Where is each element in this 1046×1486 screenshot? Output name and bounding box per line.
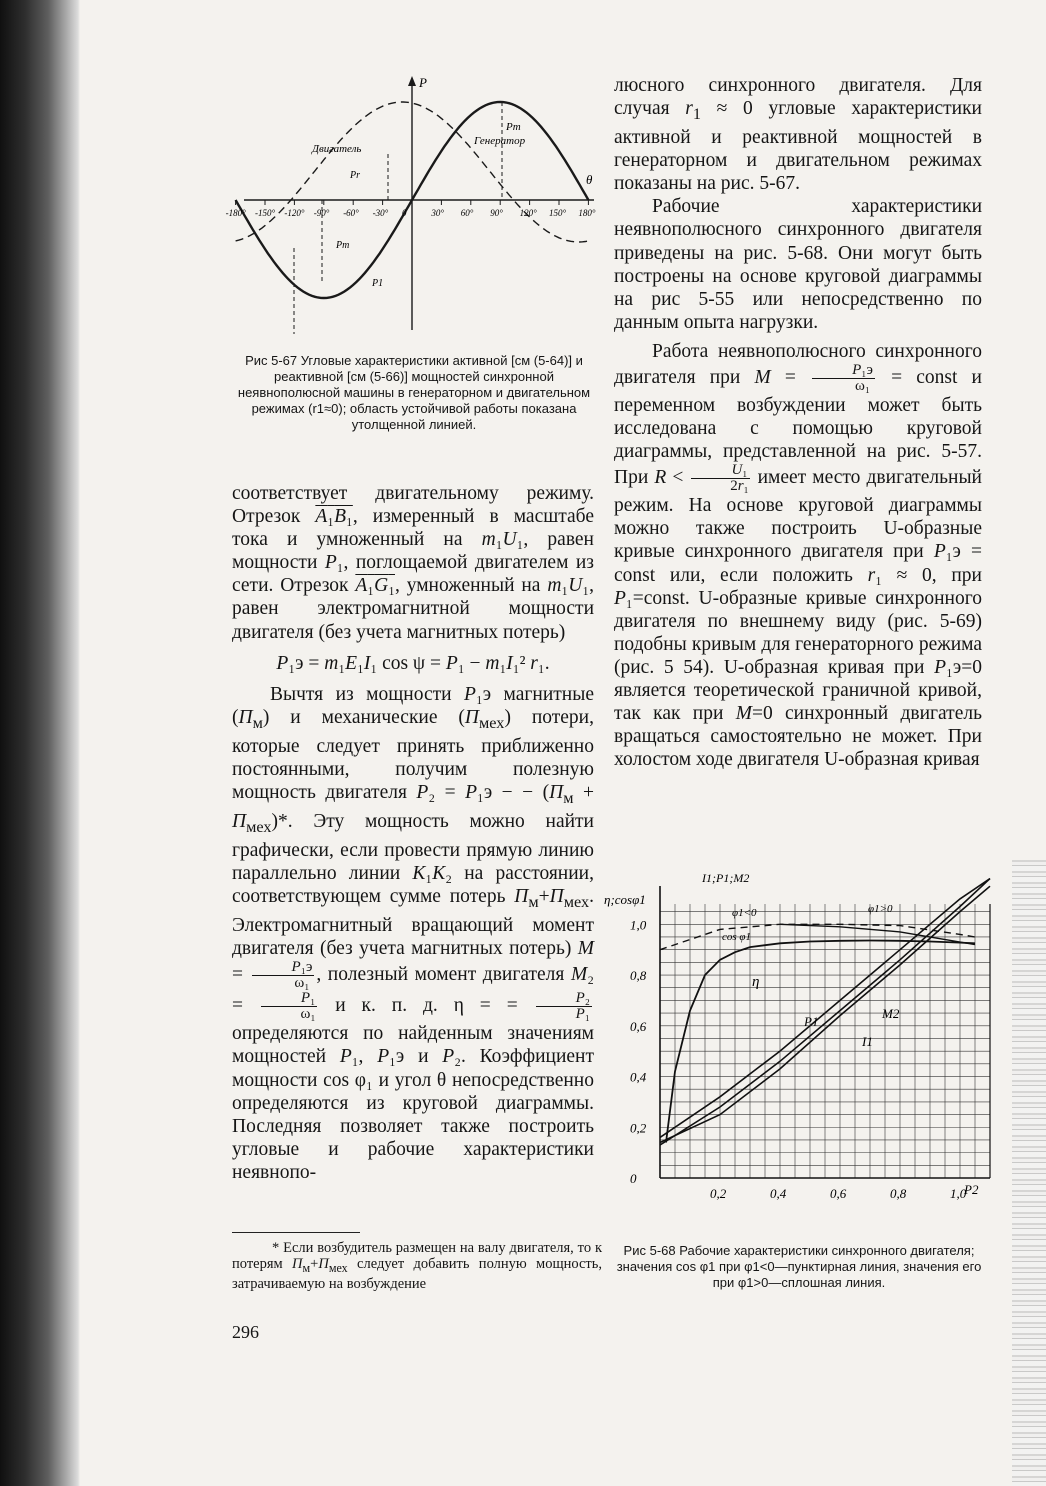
p-axis-label: P bbox=[419, 75, 427, 90]
label-p1: P1 bbox=[804, 1014, 819, 1029]
angle-tick-label: 150° bbox=[549, 208, 567, 218]
y-tick-label: 0,2 bbox=[630, 1120, 647, 1136]
y-tick-label: 0 bbox=[630, 1171, 637, 1186]
label-i1: I1 bbox=[862, 1034, 873, 1049]
pr-label: Pr bbox=[350, 170, 360, 181]
angle-tick-label: 0 bbox=[402, 208, 407, 218]
angle-tick-label: -150° bbox=[255, 208, 276, 218]
angle-tick-label: 120° bbox=[519, 208, 537, 218]
theta-label: θ bbox=[586, 172, 593, 187]
angle-tick-label: 30° bbox=[431, 208, 445, 218]
x-tick-label: 1,0 bbox=[950, 1186, 967, 1201]
x-tick-label: 0,8 bbox=[890, 1186, 907, 1201]
label-phi-pos: φ1>0 bbox=[868, 903, 893, 915]
angle-tick-label: -60° bbox=[343, 208, 359, 218]
label-m2: M2 bbox=[882, 1006, 900, 1021]
footnote-rule bbox=[232, 1232, 360, 1233]
p1-label: P1 bbox=[372, 278, 384, 289]
label-cos: cos φ1 bbox=[722, 931, 751, 943]
pm-label: Pm bbox=[506, 121, 521, 133]
chart-y-label: η;cosφ1 bbox=[604, 892, 646, 907]
figure-5-68-working-characteristics bbox=[598, 868, 1008, 1238]
pm-low-label: Pm bbox=[336, 240, 350, 251]
label-phi-neg: φ1<0 bbox=[732, 907, 757, 919]
angle-tick-label: -30° bbox=[372, 208, 389, 218]
y-tick-label: 1,0 bbox=[630, 917, 647, 933]
angle-tick-label: -90° bbox=[313, 208, 330, 218]
figure-5-68-caption: Рис 5-68 Рабочие характеристики синхронного двигателя; значения cos φ1 при φ1<0—пунктирная линия, значения его при φ1>0—сплошная линия. bbox=[616, 1243, 982, 1290]
generator-label: Генератор bbox=[474, 135, 526, 147]
chart-top-label: I1;P1;M2 bbox=[702, 871, 750, 885]
x-tick-label: 0,4 bbox=[770, 1186, 787, 1201]
x-tick-label: 0,6 bbox=[830, 1186, 847, 1201]
angle-tick-label: -120° bbox=[284, 208, 305, 218]
motor-label: Двигатель bbox=[312, 143, 362, 155]
left-column-text: соответствует двигательному режиму. Отрезок A₁B₁, измеренный в масштабе тока и умноженный на m₁U₁, равен мощности P₁, поглощаемой двигателем из сети. Отрезок A₁G₁, умноженный на m₁U₁, равен электромагнитной мощности двигателя (без учета магнитных потерь) P₁э = m₁E₁I₁ cos ψ = P₁ − m₁I₁² r₁. Вычтя из мощности P₁э магнитные $(П_м)$ и механические $(П_{мех})$ потери, которые следует принять приближенно постоянными, получим полезную мощность двигателя P₂ = P₁э − − $(П_м + П_{мех})*$. Эту мощность можно найти графически, если провести прямую линию параллельно линии K₁K₂ на расстоянии, соответствующем сумме потерь $П_м+П_{мех}$. Электромагнитный вращающий момент двигателя (без учета магнитных потерь) M = $\frac{\text{P₁э}}{\text{ω₁}}$ , полезный момент двигателя M₂ = $\frac{\text{P₁}}{\text{ω₁}}$ и к. п. д. η = = $\frac{\text{P₂}}{\text{P₁}}$ определяются по найденным значениям мощностей P₁, P₁э и P₂. Коэффициент мощности cos φ₁ и угол θ непосредственно определяются из круговой диаграммы. Последняя позволяет также построить угловые и рабочие характеристики неявнопо- bbox=[232, 483, 595, 1183]
footnote: * Если возбудитель размещен на валу двигателя, то к потерям $П_м+П_{мех}$ следует добавить полную мощность, затрачиваемую на возбуждение bbox=[232, 1240, 602, 1292]
label-eta: η bbox=[752, 974, 760, 990]
angle-tick-label: 90° bbox=[490, 208, 503, 218]
angle-tick-label: 60° bbox=[460, 208, 474, 218]
angle-tick-label: -180° bbox=[225, 208, 246, 218]
figure-5-67-angle-characteristics bbox=[225, 72, 600, 350]
y-tick-label: 0,8 bbox=[630, 968, 647, 984]
page-number: 296 bbox=[232, 1322, 259, 1342]
y-tick-label: 0,4 bbox=[630, 1069, 647, 1085]
y-tick-label: 0,6 bbox=[630, 1018, 647, 1034]
chart-x-label: P2 bbox=[964, 1182, 979, 1197]
angle-tick-label: 180° bbox=[578, 208, 596, 218]
x-tick-label: 0,2 bbox=[710, 1186, 727, 1201]
right-column-text: люсного синхронного двигателя. Для случая $r_1 \approx 0$ угловые характеристики активной и реактивной мощностей в генераторном и двигательном режимах показаны на рис. 5-67. Рабочие характеристики неявнополюсного синхронного двигателя приведены на рис. 5-68. Они могут быть построены на основе круговой диаграммы на рис 5-55 или непосредственно по данным опыта нагрузки. Работа неявнополюсного синхронного двигателя при M = $\frac{\text{P₁э}}{\text{ω₁}}$ = const и переменном возбуждении может быть исследована с помощью круговой диаграммы, представленной на рис. 5-57. При R < $\frac{\text{U₁}}{\text{2r₁}}$ имеет место двигательный режим. На основе круговой диаграммы можно также построить U-образные кривые синхронного двигателя при P₁э = const или, если положить r₁ ≈ 0, при P₁=const. U-образные кривые синхронного двигателя по внешнему виду (рис. 5-69) подобны кривым для генераторного режима (рис. 5 54). U-образная кривая при P₁э=0 является теоретической граничной кривой, так как при M=0 синхронный двигатель вращаться самостоятельно не может. При холостом ходе двигателя U-образная кривая bbox=[614, 75, 982, 771]
figure-5-67-caption: Рис 5-67 Угловые характеристики активной [см (5-64)] и реактивной [см (5-66)] мощностей синхронной неявнополюсной машины в генераторном и двигательном режимах (r1≈0); область устойчивой работы показана утолщенной линией. bbox=[237, 353, 591, 432]
